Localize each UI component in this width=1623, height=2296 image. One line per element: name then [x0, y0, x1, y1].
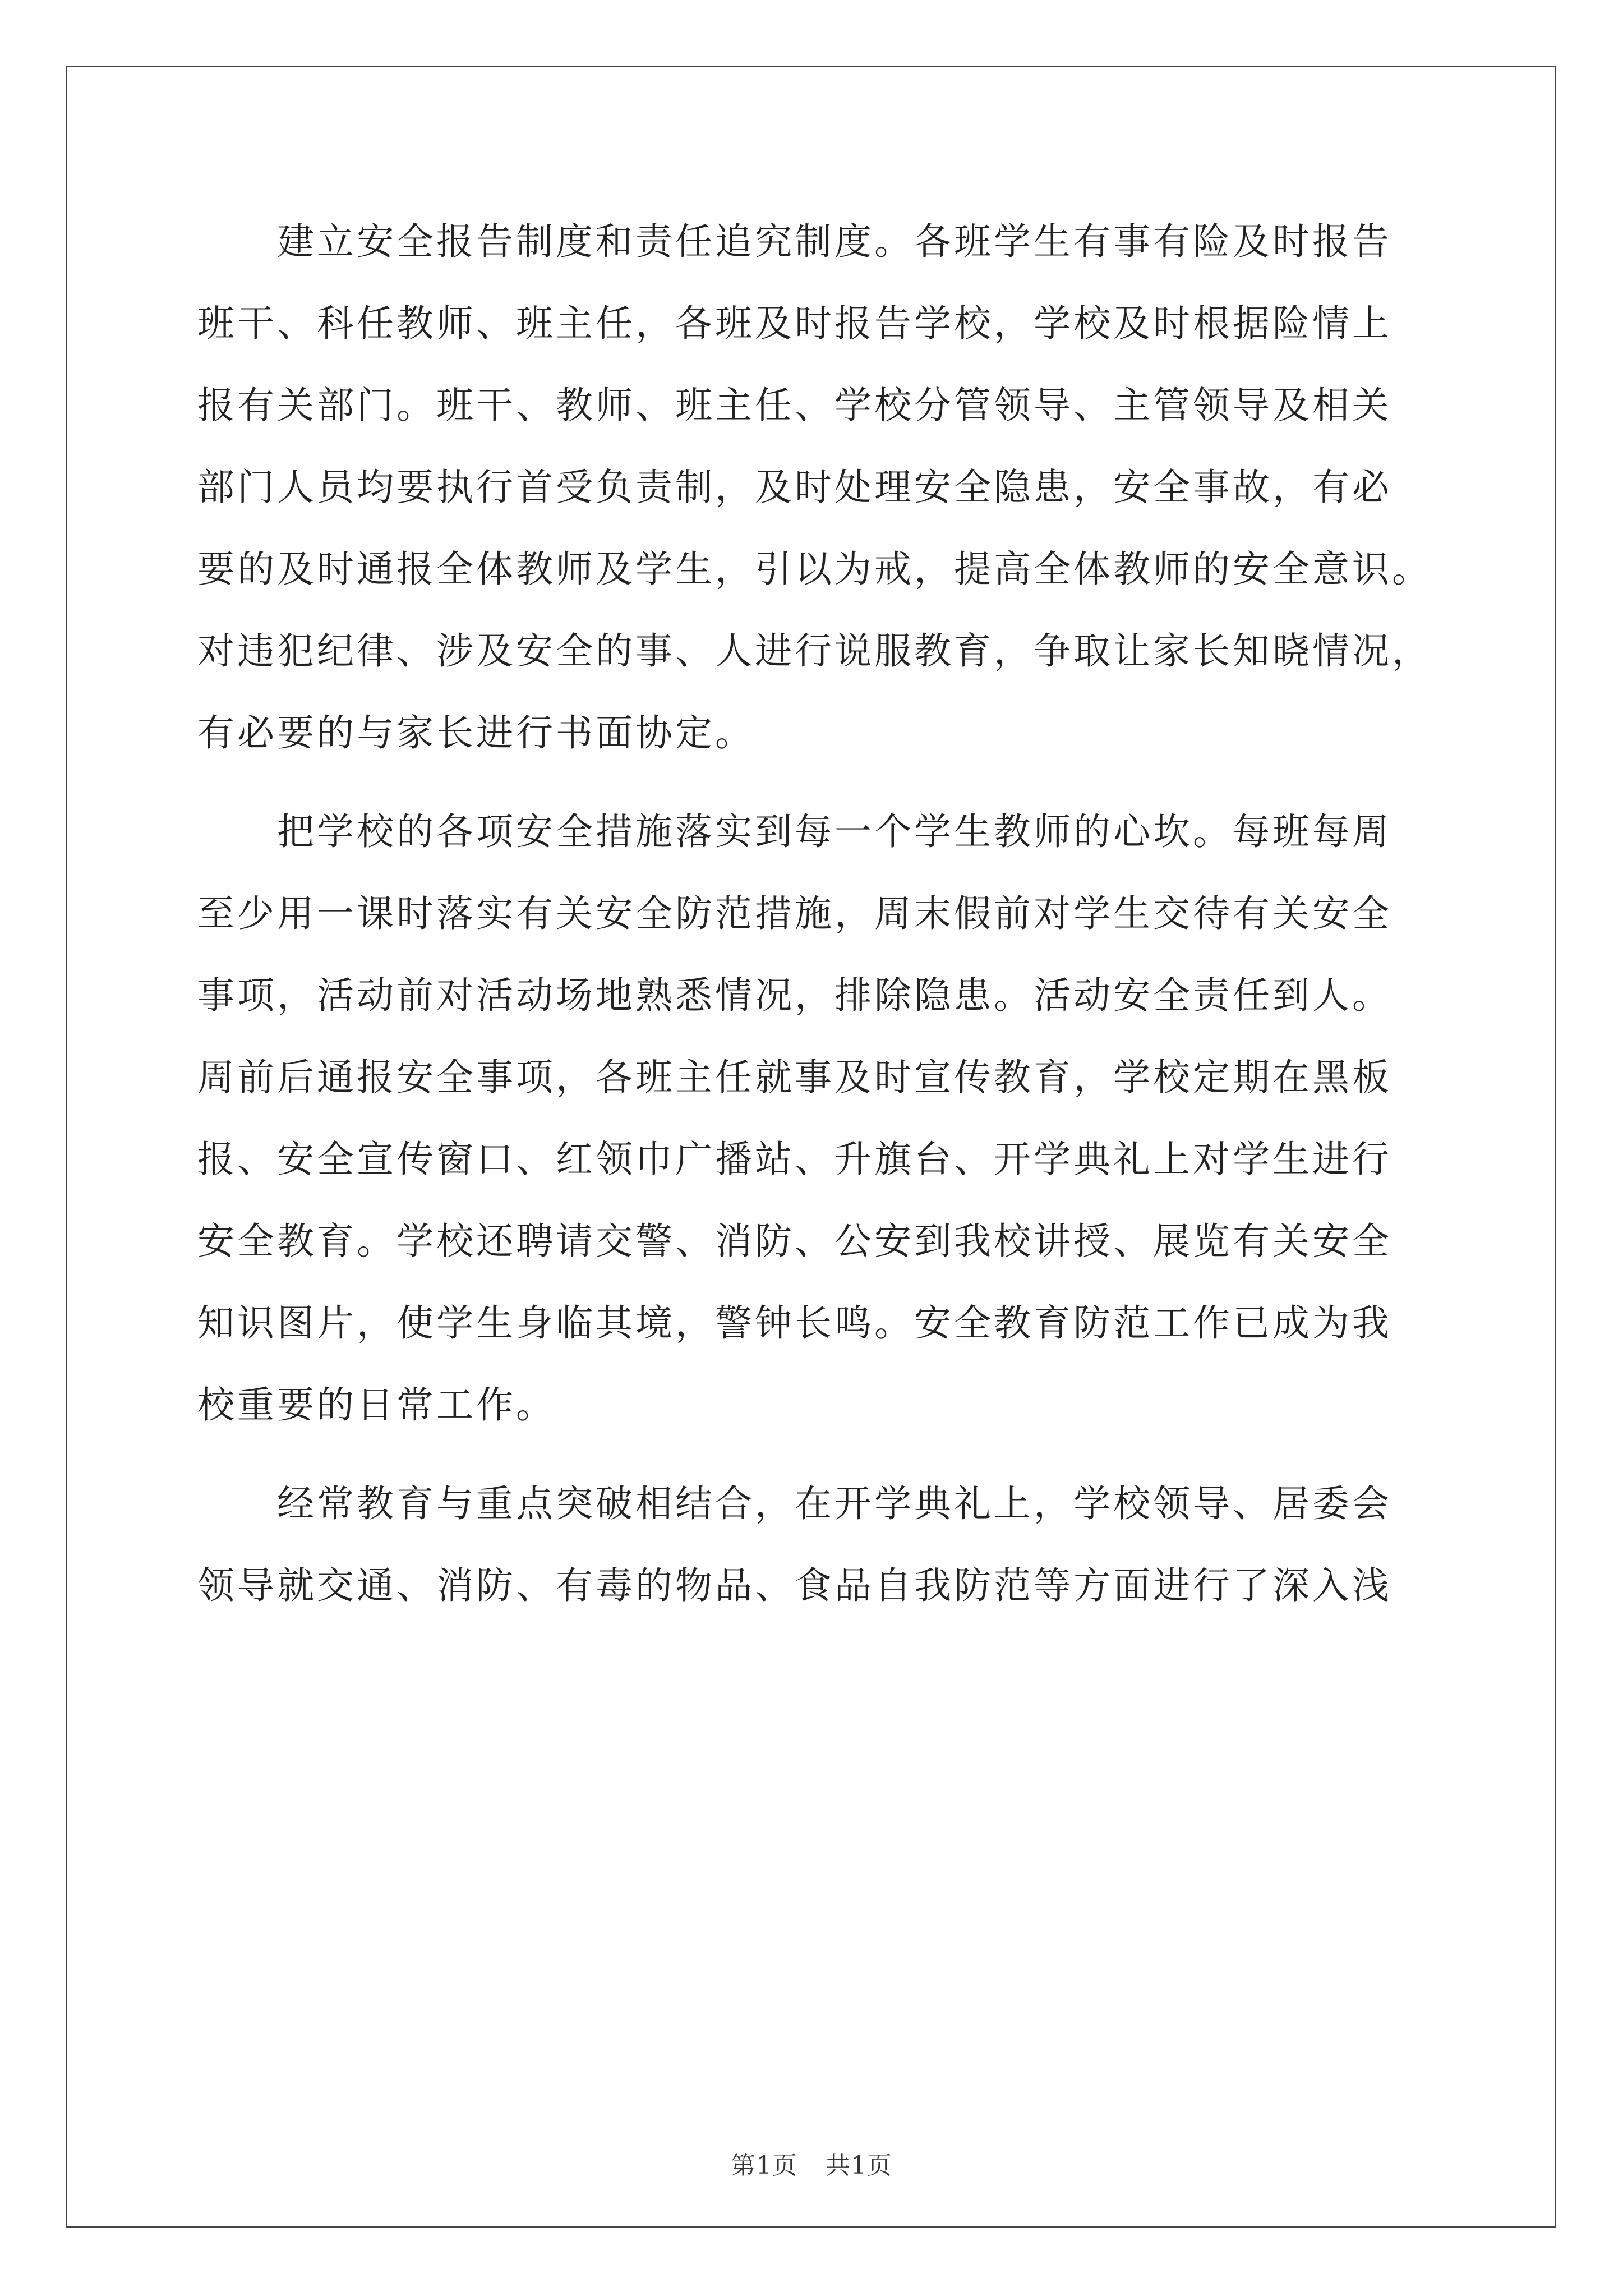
page-number-current: 第1页 [731, 2151, 797, 2180]
text-line: 要的及时通报全体教师及学生，引以为戒，提高全体教师的安全意识。 [197, 547, 1432, 591]
text-line: 有必要的与家长进行书面协定。 [197, 711, 755, 754]
text-line: 把学校的各项安全措施落实到每一个学生教师的心坎。每班每周 [277, 810, 1392, 853]
text-line: 班干、科任教师、班主任，各班及时报告学校，学校及时根据险情上 [197, 302, 1392, 345]
page-number-total: 共1页 [826, 2151, 892, 2180]
text-line: 对违犯纪律、涉及安全的事、人进行说服教育，争取让家长知晓情况， [197, 629, 1432, 673]
text-line: 建立安全报告制度和责任追究制度。各班学生有事有险及时报告 [277, 220, 1392, 263]
text-line: 周前后通报安全事项，各班主任就事及时宣传教育，学校定期在黑板 [197, 1056, 1392, 1099]
text-line: 部门人员均要执行首受负责制，及时处理安全隐患，安全事故，有必 [197, 466, 1392, 509]
document-body [197, 201, 1437, 1644]
paragraph-3 [197, 1463, 1437, 1627]
text-line: 领导就交通、消防、有毒的物品、食品自我防范等方面进行了深入浅 [197, 1564, 1392, 1607]
page-footer [0, 2145, 1623, 2181]
text-line: 校重要的日常工作。 [197, 1383, 556, 1427]
text-line: 安全教育。学校还聘请交警、消防、公安到我校讲授、展览有关安全 [197, 1220, 1392, 1263]
text-line: 报有关部门。班干、教师、班主任、学校分管领导、主管领导及相关 [197, 384, 1392, 427]
text-line: 经常教育与重点突破相结合，在开学典礼上，学校领导、居委会 [277, 1482, 1392, 1525]
text-line: 至少用一课时落实有关安全防范措施，周末假前对学生交待有关安全 [197, 892, 1392, 935]
text-line: 事项，活动前对活动场地熟悉情况，排除隐患。活动安全责任到人。 [197, 974, 1392, 1017]
text-line: 知识图片，使学生身临其境，警钟长鸣。安全教育防范工作已成为我 [197, 1301, 1392, 1345]
text-line: 报、安全宣传窗口、红领巾广播站、升旗台、开学典礼上对学生进行 [197, 1138, 1392, 1181]
paragraph-1 [197, 201, 1437, 774]
paragraph-2 [197, 791, 1437, 1446]
